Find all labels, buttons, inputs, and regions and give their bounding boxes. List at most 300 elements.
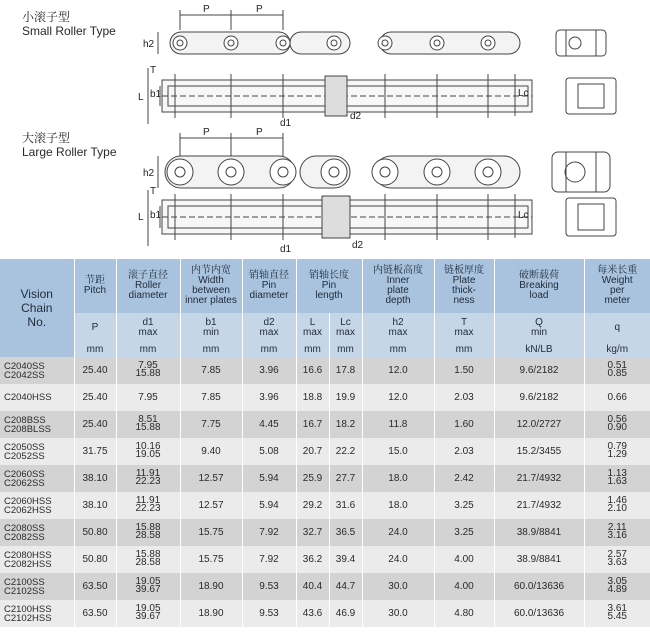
cell-h2: 15.0 — [362, 438, 434, 465]
header-row-names — [0, 259, 650, 313]
cell-q — [584, 465, 650, 492]
header-symbol-line: Q — [535, 317, 543, 328]
header-col-zh: 滚子直径 — [128, 270, 168, 281]
cell-l: 18.8 — [296, 384, 329, 411]
cell-t: 1.60 — [434, 411, 494, 438]
cell-l: 36.2 — [296, 546, 329, 573]
d1-values — [135, 416, 160, 432]
cell-lc: 31.6 — [329, 492, 362, 519]
cell-d2: 9.53 — [242, 600, 296, 627]
q-line: 0.90 — [607, 422, 627, 433]
small-roller-drawing — [0, 0, 650, 130]
cell-q — [584, 357, 650, 384]
cell-d1 — [116, 546, 180, 573]
cell-d1 — [116, 357, 180, 384]
cell-l: 25.9 — [296, 465, 329, 492]
cell-d2: 5.08 — [242, 438, 296, 465]
cell-d2: 3.96 — [242, 357, 296, 384]
header-col-en: plate — [387, 285, 409, 296]
spec-table-body — [0, 357, 650, 627]
header-col-4 — [296, 259, 362, 313]
d1-values — [135, 362, 160, 378]
cell-l: 40.4 — [296, 573, 329, 600]
header-unit: mm — [242, 343, 296, 357]
header-symbol-line: min — [202, 327, 220, 338]
cell-b1: 18.90 — [180, 573, 242, 600]
d1-line: 39.67 — [135, 584, 161, 595]
header-unit: kN/LB — [494, 343, 584, 357]
header-col-en: thick- — [452, 285, 476, 296]
q-values — [608, 497, 627, 513]
cell-l: 43.6 — [296, 600, 329, 627]
cell-b1: 12.57 — [180, 465, 242, 492]
header-symbol-0 — [74, 313, 116, 343]
cell-lc: 18.2 — [329, 411, 362, 438]
d1-values — [135, 497, 160, 513]
cell-h2: 18.0 — [362, 465, 434, 492]
q-line: 4.89 — [607, 584, 627, 595]
cell-lc: 17.8 — [329, 357, 362, 384]
cell-lc: 27.7 — [329, 465, 362, 492]
header-symbol-line: q — [614, 322, 621, 333]
cell-pitch: 25.40 — [74, 384, 116, 411]
d1-values — [138, 394, 157, 402]
cell-l: 29.2 — [296, 492, 329, 519]
q-line: 3.05 — [607, 576, 627, 587]
cell-q: 21.7/4932 — [494, 465, 584, 492]
header-symbol-line: Lc — [340, 317, 351, 328]
header-symbol-line: max — [303, 327, 322, 338]
header-symbol-2 — [180, 313, 242, 343]
q-line: 5.45 — [607, 611, 627, 622]
cell-d2: 3.96 — [242, 384, 296, 411]
cell-pitch: 31.75 — [74, 438, 116, 465]
header-unit: mm — [116, 343, 180, 357]
cell-pitch: 50.80 — [74, 546, 116, 573]
large-roller-label-en: Large Roller Type — [22, 145, 117, 159]
cell-b1: 9.40 — [180, 438, 242, 465]
header-col-zh: 链板厚度 — [444, 265, 484, 276]
header-col-en: length — [315, 290, 343, 301]
d1-values — [135, 605, 160, 621]
model-line: C2100SS — [4, 576, 45, 588]
large-dim-p1: P — [203, 128, 210, 138]
q-values — [608, 362, 627, 378]
cell-pitch: 63.50 — [74, 573, 116, 600]
cell-model — [0, 519, 74, 546]
cell-h2: 18.0 — [362, 492, 434, 519]
d1-values — [135, 524, 160, 540]
cell-q — [584, 438, 650, 465]
q-line: 1.13 — [607, 468, 627, 479]
small-dim-t: T — [150, 65, 157, 76]
d1-line: 22.23 — [135, 476, 161, 487]
header-col-en: diameter — [128, 290, 168, 301]
cell-t: 2.03 — [434, 438, 494, 465]
cell-q — [584, 492, 650, 519]
cell-model — [0, 465, 74, 492]
header-col-6 — [434, 259, 494, 313]
header-row-symbols — [0, 313, 650, 343]
cell-h2: 12.0 — [362, 357, 434, 384]
header-col-en: depth — [385, 295, 411, 306]
small-dim-d2: d2 — [350, 111, 362, 122]
cell-d2: 5.94 — [242, 465, 296, 492]
d1-line: 10.16 — [135, 441, 161, 452]
d1-line: 19.05 — [135, 603, 161, 614]
large-dim-lc: Lc — [518, 210, 529, 221]
cell-l: 20.7 — [296, 438, 329, 465]
q-values — [608, 443, 627, 459]
d1-line: 15.88 — [135, 522, 161, 533]
q-values — [608, 394, 627, 402]
cell-d2: 4.45 — [242, 411, 296, 438]
q-line: 2.11 — [607, 522, 627, 533]
header-symbol-line: max — [336, 327, 355, 338]
spec-table — [0, 259, 650, 627]
cell-lc: 44.7 — [329, 573, 362, 600]
header-col-zh: 节距 — [85, 275, 105, 286]
cell-d1 — [116, 492, 180, 519]
header-col-en: Plate — [452, 275, 476, 286]
cell-b1: 7.75 — [180, 411, 242, 438]
cell-q — [584, 573, 650, 600]
q-line: 0.51 — [607, 360, 627, 371]
header-col-en: between — [192, 285, 230, 296]
cell-d1 — [116, 465, 180, 492]
model-line: C2062HSS — [4, 504, 52, 516]
header-col-0 — [74, 259, 116, 313]
cell-b1: 15.75 — [180, 546, 242, 573]
large-dim-p2: P — [256, 128, 263, 138]
header-symbol-line: T — [460, 317, 468, 328]
model-line: C2080HSS — [4, 549, 52, 561]
model-line: C2052SS — [4, 450, 45, 462]
cell-d1 — [116, 384, 180, 411]
d1-line: 8.51 — [138, 414, 158, 425]
header-symbol-line: b1 — [205, 317, 217, 328]
cell-h2: 30.0 — [362, 573, 434, 600]
table-row — [0, 519, 650, 546]
cell-pitch: 25.40 — [74, 411, 116, 438]
cell-t: 4.00 — [434, 573, 494, 600]
small-dim-h2: h2 — [143, 39, 155, 50]
cell-model — [0, 492, 74, 519]
model-line: C2082HSS — [4, 558, 52, 570]
table-row — [0, 438, 650, 465]
model-line: C208BLSS — [4, 423, 52, 435]
header-unit: mm — [180, 343, 242, 357]
header-unit: mm — [329, 343, 362, 357]
cell-q — [584, 384, 650, 411]
large-dim-h2: h2 — [143, 168, 155, 179]
cell-q: 12.0/2727 — [494, 411, 584, 438]
q-line: 3.63 — [607, 557, 627, 568]
large-dim-d1: d1 — [280, 244, 292, 255]
d1-line: 39.67 — [135, 611, 161, 622]
cell-q: 38.9/8841 — [494, 519, 584, 546]
d1-line: 28.58 — [135, 530, 161, 541]
header-col-en: Weight — [601, 275, 633, 286]
cell-l: 16.7 — [296, 411, 329, 438]
d1-line: 19.05 — [135, 576, 161, 587]
header-col-en: ness — [453, 295, 475, 306]
table-row — [0, 357, 650, 384]
cell-model — [0, 438, 74, 465]
header-col-7 — [494, 259, 584, 313]
model-line: C2060HSS — [4, 495, 52, 507]
header-col-1 — [116, 259, 180, 313]
q-line: 0.79 — [607, 441, 627, 452]
header-symbol-line: h2 — [392, 317, 404, 328]
d1-line: 11.91 — [135, 495, 161, 506]
header-symbol-line: L — [309, 317, 316, 328]
d1-line: 15.88 — [135, 368, 161, 379]
cell-b1: 12.57 — [180, 492, 242, 519]
cell-lc: 39.4 — [329, 546, 362, 573]
d1-values — [135, 578, 160, 594]
d1-line: 7.95 — [138, 360, 158, 371]
q-values — [608, 416, 627, 432]
header-symbol-line: d1 — [142, 317, 154, 328]
q-values — [608, 470, 627, 486]
model-line: C2040SS — [4, 360, 45, 372]
cell-pitch: 50.80 — [74, 519, 116, 546]
header-symbol-line: max — [454, 327, 474, 338]
cell-q — [584, 600, 650, 627]
header-col-en: per — [610, 285, 625, 296]
cell-b1: 7.85 — [180, 357, 242, 384]
cell-h2: 24.0 — [362, 519, 434, 546]
header-symbol-line: min — [530, 327, 548, 338]
header-row-units — [0, 343, 650, 357]
header-col-en: Pin — [321, 280, 337, 291]
cell-t: 2.03 — [434, 384, 494, 411]
cell-model — [0, 546, 74, 573]
q-line: 0.85 — [607, 368, 627, 379]
model-line: C2060SS — [4, 468, 45, 480]
cell-model — [0, 384, 74, 411]
cell-l: 32.7 — [296, 519, 329, 546]
header-unit: mm — [74, 343, 116, 357]
table-row — [0, 492, 650, 519]
header-col-en: Pin — [261, 280, 277, 291]
cell-t: 3.25 — [434, 492, 494, 519]
large-roller-label-zh: 大滚子型 — [22, 131, 71, 145]
model-line: C2040HSS — [4, 392, 52, 403]
header-symbol-3 — [242, 313, 296, 343]
header-symbol-line: d2 — [263, 317, 275, 328]
header-symbol-7 — [434, 313, 494, 343]
cell-lc: 22.2 — [329, 438, 362, 465]
header-col-en: meter — [604, 295, 631, 306]
header-col-8 — [584, 259, 650, 313]
cell-d2: 9.53 — [242, 573, 296, 600]
table-row — [0, 546, 650, 573]
model-line: C2062SS — [4, 477, 45, 489]
header-symbol-6 — [362, 313, 434, 343]
d1-values — [135, 551, 160, 567]
q-line: 1.29 — [607, 449, 627, 460]
cell-h2: 24.0 — [362, 546, 434, 573]
cell-d1 — [116, 438, 180, 465]
cell-lc: 19.9 — [329, 384, 362, 411]
header-symbol-line: P — [91, 322, 99, 333]
cell-h2: 12.0 — [362, 384, 434, 411]
header-model-line: Vision — [20, 287, 53, 301]
cell-h2: 11.8 — [362, 411, 434, 438]
table-row — [0, 465, 650, 492]
cell-q — [584, 546, 650, 573]
cell-model — [0, 600, 74, 627]
header-col-2 — [180, 259, 242, 313]
cell-q — [584, 519, 650, 546]
q-values — [608, 578, 627, 594]
cell-t: 3.25 — [434, 519, 494, 546]
cell-q: 60.0/13636 — [494, 573, 584, 600]
header-unit: mm — [362, 343, 434, 357]
header-symbol-4 — [296, 313, 329, 343]
model-line: C2042SS — [4, 369, 45, 381]
header-col-zh: 销轴长度 — [309, 270, 349, 281]
large-dim-b1: b1 — [150, 210, 162, 221]
model-line: C208BSS — [4, 414, 46, 426]
header-symbol-5 — [329, 313, 362, 343]
cell-t: 4.00 — [434, 546, 494, 573]
cell-d1 — [116, 411, 180, 438]
q-line: 1.63 — [607, 476, 627, 487]
small-roller-label-en: Small Roller Type — [22, 24, 116, 38]
small-dim-l: L — [138, 92, 144, 103]
cell-pitch: 38.10 — [74, 492, 116, 519]
cell-q: 9.6/2182 — [494, 384, 584, 411]
cell-d1 — [116, 600, 180, 627]
header-unit: kg/m — [584, 343, 650, 357]
d1-line: 28.58 — [135, 557, 161, 568]
q-values — [608, 551, 627, 567]
q-line: 3.16 — [607, 530, 627, 541]
header-symbol-8 — [494, 313, 584, 343]
table-row — [0, 573, 650, 600]
cell-pitch: 38.10 — [74, 465, 116, 492]
cell-pitch: 63.50 — [74, 600, 116, 627]
q-line: 3.61 — [607, 603, 627, 614]
header-col-zh: 破断载荷 — [519, 270, 559, 281]
cell-model — [0, 357, 74, 384]
cell-d2: 7.92 — [242, 519, 296, 546]
q-line: 0.66 — [607, 392, 627, 403]
header-col-zh: 每米长重 — [597, 265, 638, 276]
header-col-3 — [242, 259, 296, 313]
small-dim-d1: d1 — [280, 118, 292, 129]
header-model — [0, 259, 74, 357]
cell-b1: 15.75 — [180, 519, 242, 546]
table-row — [0, 384, 650, 411]
header-col-zh: 内节内宽 — [191, 265, 231, 276]
small-dim-p2: P — [256, 4, 263, 15]
d1-line: 19.05 — [135, 449, 161, 460]
large-dim-d2: d2 — [352, 240, 364, 251]
small-dim-lc: Lc — [518, 88, 529, 99]
cell-d2: 5.94 — [242, 492, 296, 519]
d1-values — [135, 470, 160, 486]
d1-line: 7.95 — [138, 392, 158, 403]
model-line: C2050SS — [4, 441, 45, 453]
q-line: 2.10 — [607, 503, 627, 514]
model-line: C2102HSS — [4, 612, 52, 624]
small-dim-b1: b1 — [150, 89, 162, 100]
cell-l: 16.6 — [296, 357, 329, 384]
cell-h2: 30.0 — [362, 600, 434, 627]
header-col-en: inner plates — [185, 295, 237, 306]
small-roller-label-zh: 小滚子型 — [22, 10, 71, 24]
cell-q: 38.9/8841 — [494, 546, 584, 573]
header-col-en: Inner — [386, 275, 410, 286]
q-line: 1.46 — [607, 495, 627, 506]
cell-b1: 18.90 — [180, 600, 242, 627]
header-model-line: No. — [27, 315, 47, 329]
header-col-zh: 销轴直径 — [249, 270, 289, 281]
cell-model — [0, 411, 74, 438]
header-col-zh: 内链板高度 — [373, 265, 423, 276]
table-row — [0, 600, 650, 627]
cell-lc: 36.5 — [329, 519, 362, 546]
header-unit: mm — [434, 343, 494, 357]
header-col-en: load — [529, 290, 549, 301]
cell-model — [0, 573, 74, 600]
header-unit: mm — [296, 343, 329, 357]
q-line: 0.56 — [607, 414, 627, 425]
large-roller-drawing — [0, 128, 650, 258]
model-line: C2080SS — [4, 522, 45, 534]
header-col-en: diameter — [249, 290, 289, 301]
cell-q: 21.7/4932 — [494, 492, 584, 519]
header-model-line: Chain — [21, 301, 53, 315]
large-dim-t: T — [150, 186, 157, 197]
model-line: C2100HSS — [4, 603, 52, 615]
header-symbol-line: max — [138, 327, 158, 338]
cell-t: 1.50 — [434, 357, 494, 384]
header-col-en: Pitch — [83, 285, 107, 296]
cell-b1: 7.85 — [180, 384, 242, 411]
d1-line: 15.88 — [135, 549, 161, 560]
d1-line: 11.91 — [135, 468, 161, 479]
cell-q: 9.6/2182 — [494, 357, 584, 384]
cell-t: 2.42 — [434, 465, 494, 492]
cell-pitch: 25.40 — [74, 357, 116, 384]
cell-t: 4.80 — [434, 600, 494, 627]
cell-d1 — [116, 519, 180, 546]
model-line: C2102SS — [4, 585, 45, 597]
large-dim-l: L — [138, 212, 144, 223]
cell-q: 15.2/3455 — [494, 438, 584, 465]
cell-d1 — [116, 573, 180, 600]
d1-line: 22.23 — [135, 503, 161, 514]
q-values — [608, 524, 627, 540]
header-col-en: Roller — [134, 280, 162, 291]
header-col-5 — [362, 259, 434, 313]
header-symbol-9 — [584, 313, 650, 343]
cell-d2: 7.92 — [242, 546, 296, 573]
q-values — [608, 605, 627, 621]
d1-values — [135, 443, 160, 459]
table-row — [0, 411, 650, 438]
header-symbol-line: max — [259, 327, 279, 338]
cell-lc: 46.9 — [329, 600, 362, 627]
model-line: C2082SS — [4, 531, 45, 543]
header-col-en: Breaking — [519, 280, 559, 291]
cell-q — [584, 411, 650, 438]
